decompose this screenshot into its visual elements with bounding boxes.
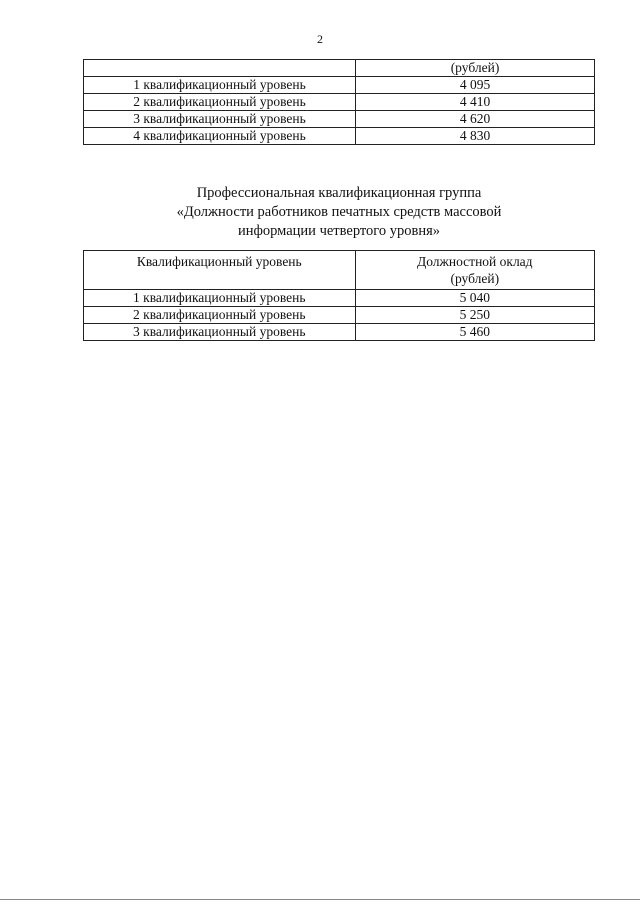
qualification-group-heading [83,184,595,241]
level-cell: 2 квалификационный уровень [84,307,356,324]
header-salary-cell: (рублей) [356,60,595,77]
level-cell: 1 квалификационный уровень [84,290,356,307]
table-row [84,111,595,128]
header-level-cell: Квалификационный уровень [84,251,356,290]
table-row [84,77,595,94]
table-row [84,307,595,324]
table-row [84,324,595,341]
salary-table-continued [83,59,595,145]
page-number: 2 [317,32,323,46]
table-row [84,94,595,111]
salary-cell: 4 095 [356,77,595,94]
salary-cell: 5 040 [355,290,594,307]
level-cell: 3 квалификационный уровень [84,324,356,341]
table-header-row [84,251,595,290]
header-salary-title: Должностной оклад [417,254,533,269]
header-level-cell [84,60,356,77]
salary-cell: 4 830 [356,128,595,145]
salary-table-fourth-level [83,250,595,341]
page-bottom-divider [0,899,640,900]
salary-cell: 4 410 [356,94,595,111]
level-cell: 4 квалификационный уровень [84,128,356,145]
level-cell: 3 квалификационный уровень [84,111,356,128]
heading-line: информации четвертого уровня» [237,223,441,239]
header-salary-cell [355,251,594,290]
salary-cell: 5 460 [355,324,594,341]
header-salary-unit: (рублей) [450,271,500,286]
heading-line: «Должности работников печатных средств массовой [176,204,502,220]
salary-cell: 5 250 [355,307,594,324]
salary-cell: 4 620 [356,111,595,128]
table-row [84,128,595,145]
level-cell: 2 квалификационный уровень [84,94,356,111]
level-cell: 1 квалификационный уровень [84,77,356,94]
table-header-row [84,60,595,77]
table-row [84,290,595,307]
heading-line: Профессиональная квалификационная группа [196,185,482,201]
